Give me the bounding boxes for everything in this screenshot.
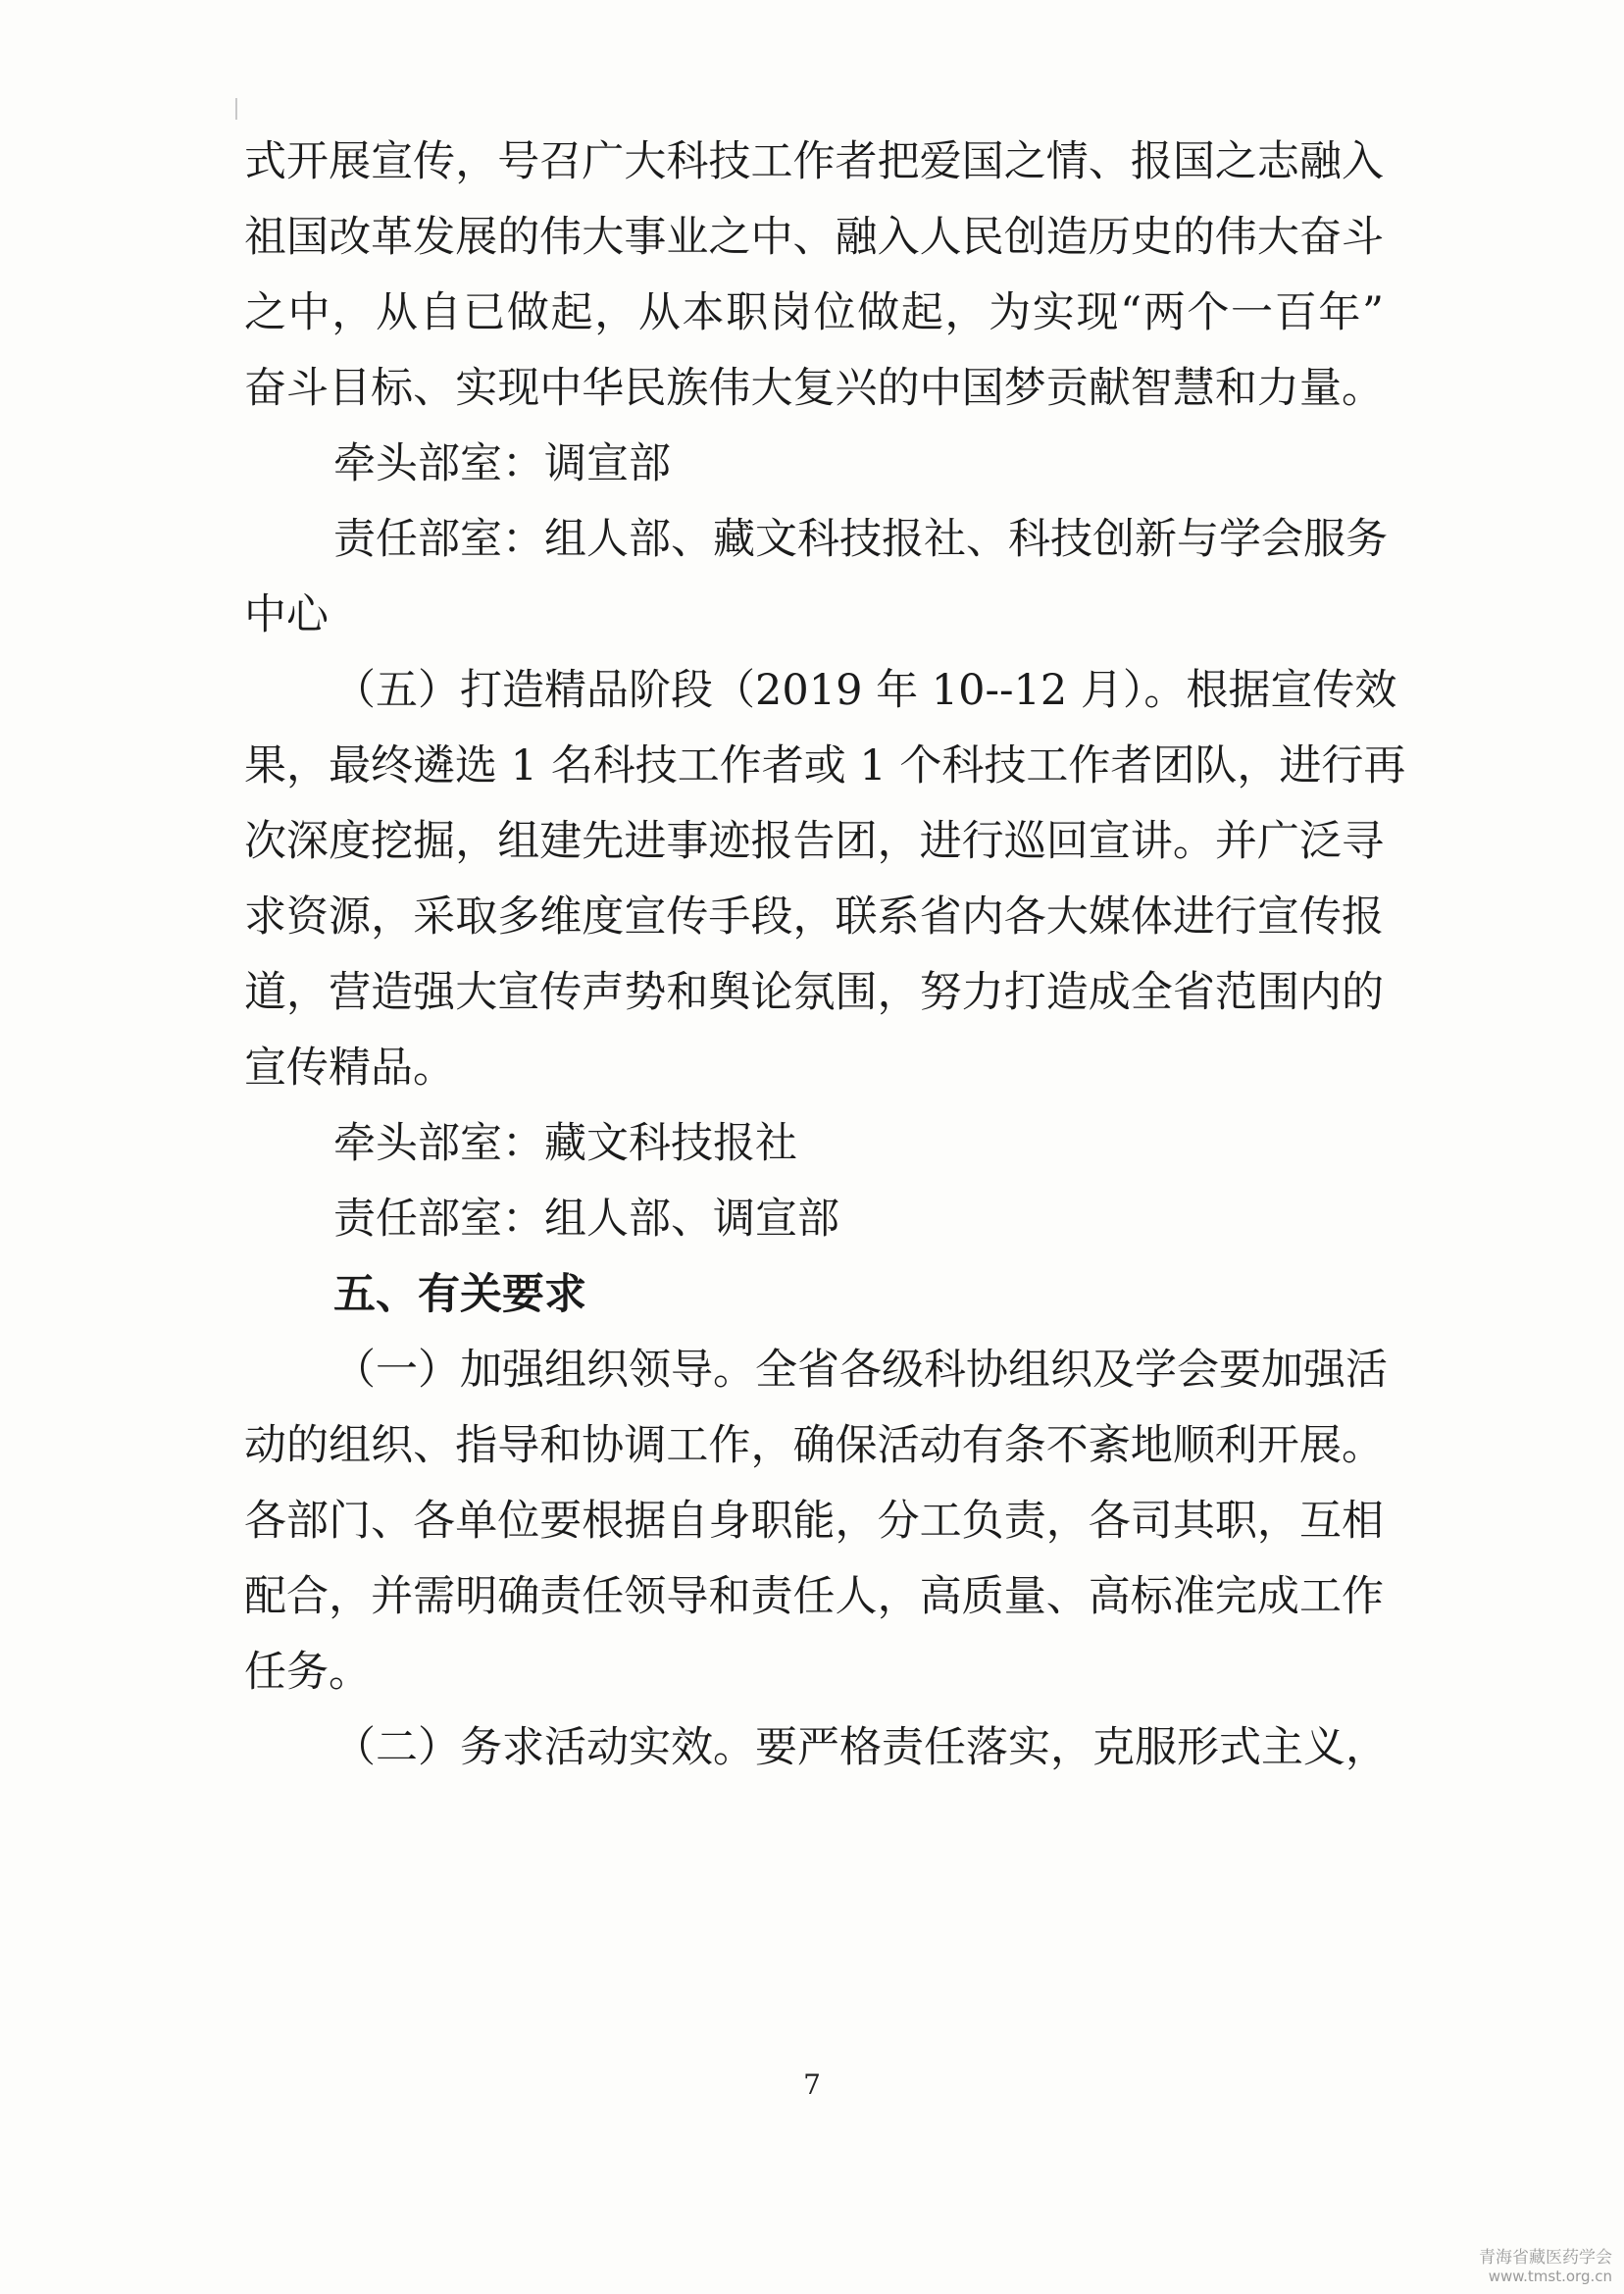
watermark-name: 青海省藏医药学会: [1479, 2248, 1612, 2268]
lead-department-line: 牵头部室：藏文科技报社: [333, 1119, 797, 1168]
requirement-two-heading: （二）务求活动实效。要严格责任落实，克服形式主义，: [333, 1723, 1388, 1772]
section-heading: 五、有关要求: [333, 1270, 586, 1319]
page-number: 7: [803, 2068, 821, 2101]
watermark-url: www.tmst.org.cn: [1488, 2268, 1612, 2285]
requirement-one-heading: （一）加强组织领导。全省各级科协组织及学会要加强活: [333, 1346, 1388, 1395]
lead-department-line: 牵头部室：调宣部: [333, 439, 671, 488]
watermark: [1479, 2248, 1612, 2285]
text-line: 奋斗目标、实现中华民族伟大复兴的中国梦贡献智慧和力量。: [244, 364, 1384, 413]
scan-speck: [235, 98, 237, 120]
text-line: 配合，并需明确责任领导和责任人，高质量、高标准完成工作: [244, 1572, 1384, 1621]
text-line: 求资源，采取多维度宣传手段，联系省内各大媒体进行宣传报: [244, 892, 1384, 942]
text-line: 中心: [244, 590, 329, 639]
text-line: 果，最终遴选 1 名科技工作者或 1 个科技工作者团队，进行再: [244, 741, 1406, 790]
stage-five-heading: （五）打造精品阶段（2019 年 10--12 月）。根据宣传效: [333, 666, 1397, 715]
text-line: 各部门、各单位要根据自身职能，分工负责，各司其职，互相: [244, 1497, 1384, 1546]
text-line: 式开展宣传，号召广大科技工作者把爱国之情、报国之志融入: [244, 137, 1384, 186]
text-line: 宣传精品。: [244, 1044, 455, 1093]
responsible-department-line: 责任部室：组人部、调宣部: [333, 1195, 839, 1244]
text-line: 次深度挖掘，组建先进事迹报告团，进行巡回宣讲。并广泛寻: [244, 817, 1384, 866]
text-line: 道，营造强大宣传声势和舆论氛围，努力打造成全省范围内的: [244, 968, 1384, 1017]
responsible-department-line: 责任部室：组人部、藏文科技报社、科技创新与学会服务: [333, 515, 1388, 564]
text-line: 动的组织、指导和协调工作，确保活动有条不紊地顺利开展。: [244, 1421, 1384, 1470]
text-line: 之中，从自已做起，从本职岗位做起，为实现“两个一百年”: [244, 288, 1384, 337]
text-line: 祖国改革发展的伟大事业之中、融入人民创造历史的伟大奋斗: [244, 213, 1384, 262]
text-line: 任务。: [244, 1648, 371, 1697]
